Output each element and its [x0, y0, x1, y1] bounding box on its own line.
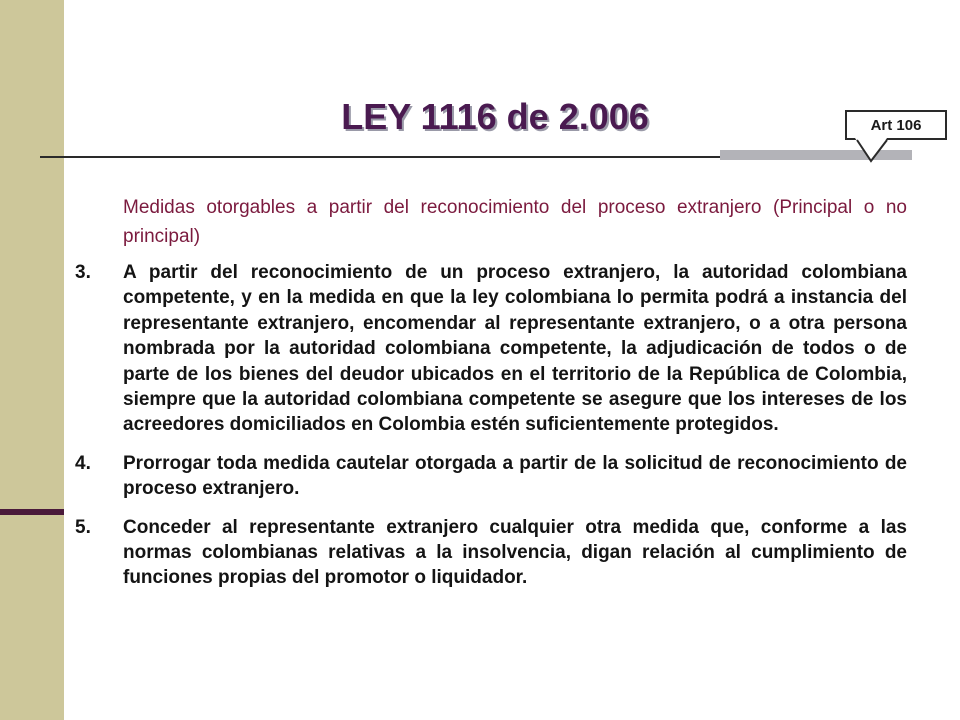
item-number: 5. [75, 516, 91, 538]
item-number: 3. [75, 262, 91, 283]
item-text: Conceder al representante extranjero cualquier otra medida que, conforme a las normas colombianas relativas a la insolvencia, digan relación al cumplimiento de funciones propias del promotor o liquidador. [123, 516, 907, 589]
list-item [75, 260, 907, 438]
list-item [75, 515, 907, 591]
intro-heading: Medidas otorgables a partir del reconocimiento del proceso extranjero (Principal o no principal) [123, 197, 907, 247]
left-decorative-band [0, 0, 64, 720]
item-number: 4. [75, 452, 91, 474]
band-underline [0, 509, 64, 515]
slide-title: LEY 1116 de 2.006 [341, 96, 649, 137]
list-item [75, 451, 907, 502]
item-text: A partir del reconocimiento de un proceso extranjero, la autoridad colombiana competente, y en la medida en que la ley colombiana lo permita podrá a instancia del representante extranjero, encomendar al representante extranjero, o a otra persona nombrada por la autoridad colombiana competente, la adjudicación de todos o de parte de los bienes del deudor ubicados en el territorio de la República de Colombia, siempre que la autoridad colombiana competente se asegure que los intereses de los acreedores domiciliados en Colombia estén suficientemente protegidos. [123, 262, 907, 436]
callout-pointer-icon [853, 137, 899, 163]
title-rule [40, 156, 760, 158]
item-text: Prorrogar toda medida cautelar otorgada a partir de la solicitud de reconocimiento de proceso extranjero. [123, 452, 907, 500]
slide-body [75, 193, 907, 604]
article-callout: Art 106 [845, 110, 947, 140]
